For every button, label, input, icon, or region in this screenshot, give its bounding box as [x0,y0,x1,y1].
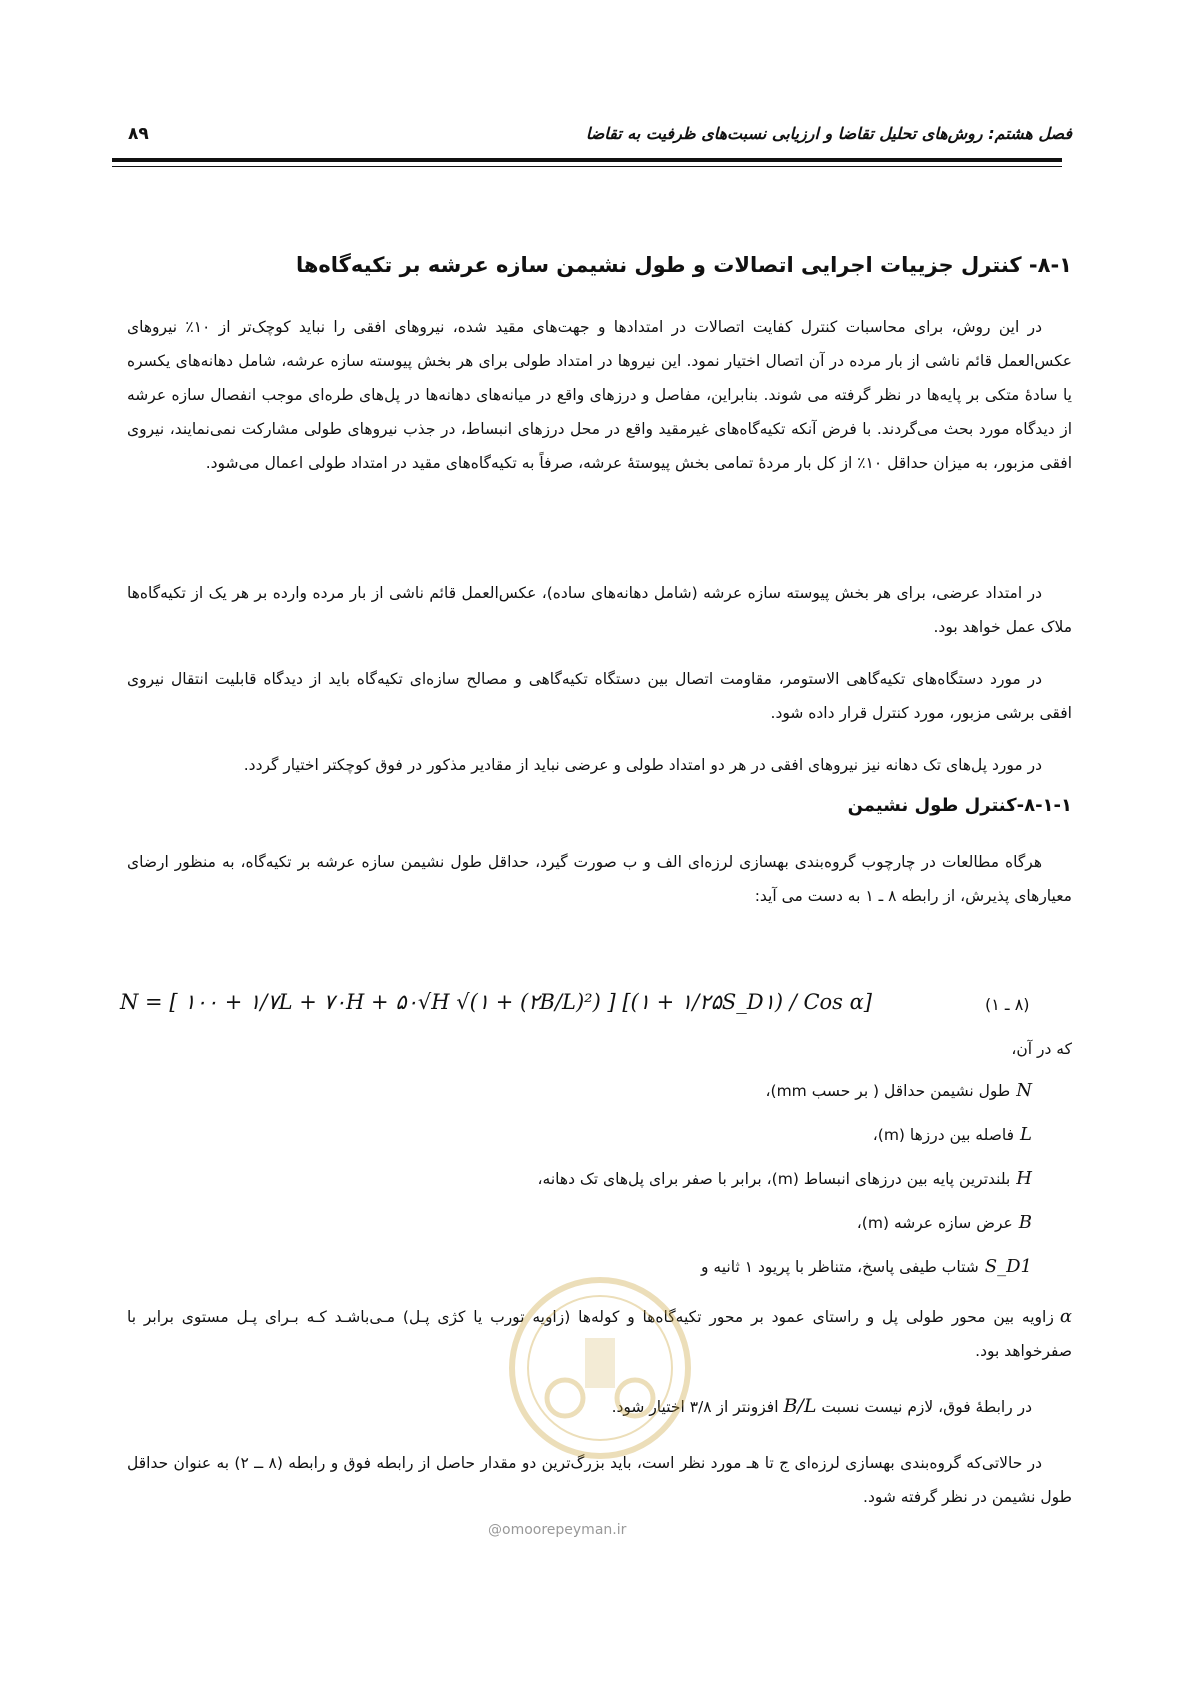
page-number: ۸۹ [128,124,149,144]
symbol-l: L [1020,1124,1032,1145]
definitions-intro: که در آن، [1011,1040,1072,1058]
symbol-n: N [1016,1080,1032,1101]
paragraph-text: در مورد دستگاه‌های تکیه‌گاهی الاستومر، مقاومت اتصال بین دستگاه تکیه‌گاهی و مصالح سازه‌ای تکیه‌گاه باید از دیدگاه قابلیت انتقال نیروی افقی برشی مزبور، مورد کنترل قرار داده شود. [127,670,1072,722]
paragraph-transverse-direction [127,576,1072,644]
subsection-heading: ۸-۱-۱-کنترل طول نشیمن [847,795,1072,816]
ratio-suffix: افزونتر از ۳/۸ اختیار شود. [611,1398,779,1416]
definition-text: زاویه بین محور طولی پل و راستای عمود بر محور تکیه‌گاه‌ها و کوله‌ها (زاویه تورب یا کژی پـل) مـی‌باشـد کـه بـرای پـل مستوی برابر با صفرخواهد بود. [127,1308,1072,1360]
section-heading: ۸-۱- کنترل جزییات اجرایی اتصالات و طول نشیمن سازه عرشه بر تکیه‌گاه‌ها [295,253,1072,277]
paragraph-seat-length-intro [127,845,1072,913]
paragraph-text: در امتداد عرضی، برای هر بخش پیوسته سازه عرشه (شامل دهانه‌های ساده)، عکس‌العمل قائم ناشی از بار مرده وارده بر هر یک از تکیه‌گاه‌ها ملاک عمل خواهد بود. [127,584,1072,636]
paragraph-elastomeric-bearings [127,662,1072,730]
definition-h [538,1168,1032,1189]
definition-b [857,1212,1032,1233]
header-divider-thin [112,166,1062,167]
definition-sd1 [701,1256,1032,1277]
ratio-fraction: B/L [783,1395,817,1417]
paragraph-single-span [127,748,1072,782]
symbol-sd1: S_D1 [984,1256,1032,1277]
definition-text: شتاب طیفی پاسخ، متناظر با پریود ۱ ثانیه و [701,1258,979,1276]
publisher-watermark-logo [505,1268,695,1468]
watermark-url: @omoorepeyman.ir [488,1522,627,1538]
equation-number: (۸ ـ ۱) [985,995,1030,1014]
definition-text: عرض سازه عرشه (m)، [856,1214,1013,1232]
symbol-b: B [1018,1212,1032,1233]
definition-l [873,1124,1032,1145]
definition-n [766,1080,1032,1101]
paragraph-horizontal-forces [127,310,1072,480]
symbol-h: H [1016,1168,1032,1189]
paragraph-text: در حالاتی‌که گروه‌بندی بهسازی لرزه‌ای ج تا هـ مورد نظر است، باید بزرگ‌ترین دو مقدار حاصل از رابطه فوق و رابطه (۸ ــ ۲) به عنوان حداقل طول نشیمن در نظر گرفته شود. [127,1454,1072,1506]
paragraph-text: هرگاه مطالعات در چارچوب گروه‌بندی بهسازی لرزه‌ای الف و ب صورت گیرد، حداقل طول نشیمن سازه عرشه بر تکیه‌گاه، به منظور ارضای معیارهای پذیرش، از رابطه ۸ ـ ۱ به دست می آید: [127,853,1072,905]
paragraph-text: در مورد پل‌های تک دهانه نیز نیروهای افقی در هر دو امتداد طولی و عرضی نباید از مقادیر مذکور در فوق کوچکتر اختیار گردد. [243,756,1042,774]
seat-length-equation: N = [ ۱۰۰ + ۱/۷L + ۷۰H + ۵۰√H √(۱ + (۲B/L)²) ] [(۱ + ۱/۲۵S_D۱) / Cos α] [120,990,873,1014]
definition-text: فاصله بین درزها (m)، [872,1126,1015,1144]
ratio-prefix: در رابطهٔ فوق، لازم نیست نسبت [821,1398,1032,1416]
definition-text: طول نشیمن حداقل ( بر حسب mm)، [765,1082,1011,1100]
symbol-alpha: α [1059,1306,1072,1327]
header-divider-thick [112,158,1062,162]
paragraph-text: در این روش، برای محاسبات کنترل کفایت اتصالات در امتدادها و جهت‌های مقید شده، نیروهای افقی را نباید کوچک‌تر از ۱۰٪ نیروهای عکس‌العمل قائم ناشی از بار مرده در آن اتصال اختیار نمود. این نیروها در امتداد طولی برای هر بخش پیوسته سازه عرشه، شامل دهانه‌های یکسره یا سادهٔ متکی بر پایه‌ها در نظر گرفته می شوند. بنابراین، مفاصل و درزهای واقع در میانه‌های دهانه‌ها در پل‌های طره‌ای موجب انفصال سازه عرشه از دیدگاه مورد بحث می‌گردند. با فرض آنکه تکیه‌گاه‌های غیرمقید واقع در محل درزهای انبساط، در جذب نیروهای طولی مشارکت نمی‌نمایند، نیروی افقی مزبور، به میزان حداقل ۱۰٪ از کل بار مردهٔ تمامی بخش پیوستهٔ عرشه، صرفاً به تکیه‌گاه‌های مقید در امتداد طولی اعمال می‌شود. [127,318,1072,472]
running-header-title: فصل هشتم: روش‌های تحلیل تقاضا و ارزیابی نسبت‌های ظرفیت به تقاضا [585,124,1072,143]
definition-text: بلندترین پایه بین درزهای انبساط (m)، برابر با صفر برای پل‌های تک دهانه، [537,1170,1011,1188]
